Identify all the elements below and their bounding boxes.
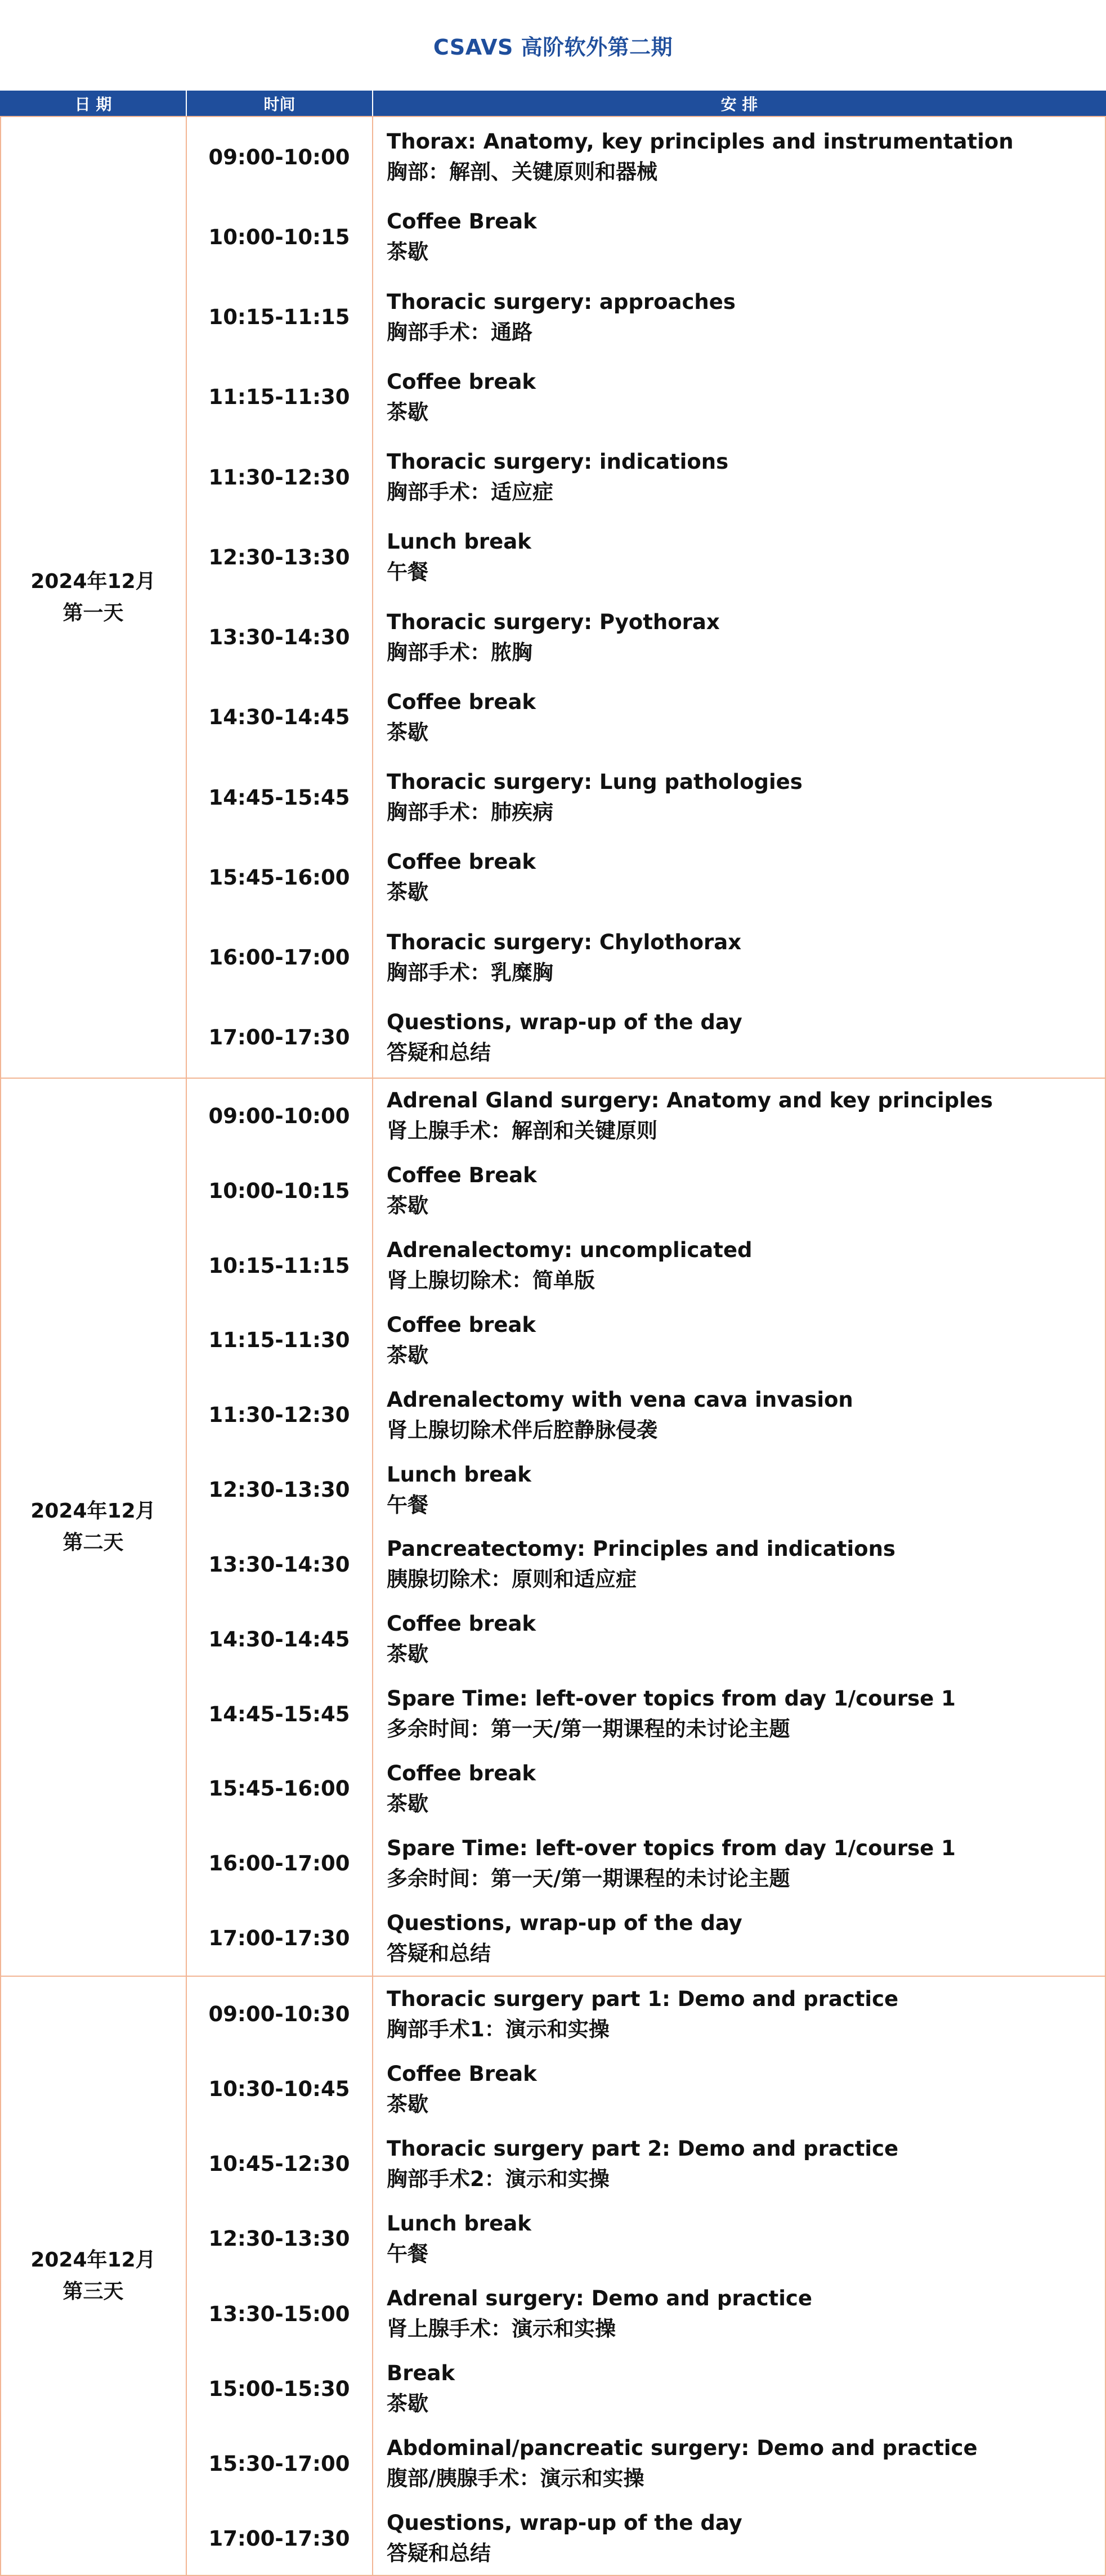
session-time: 11:15-11:30	[208, 385, 350, 410]
session-title-zh: 午餐	[387, 2241, 428, 2266]
session-time: 17:00-17:30	[208, 1926, 350, 1951]
session-title-zh: 茶歇	[387, 1193, 428, 1218]
session-plan	[387, 598, 1096, 677]
session-plan	[387, 1154, 1096, 1228]
session-title-en: Coffee break	[387, 369, 536, 394]
session-time: 15:00-15:30	[208, 2376, 350, 2401]
session-plan	[387, 2426, 1096, 2501]
session-title-zh: 茶歇	[387, 1642, 428, 1667]
session-plan	[387, 197, 1096, 277]
session-title-zh: 茶歇	[387, 1791, 428, 1816]
session-row	[186, 2052, 1105, 2126]
session-title-zh: 胰腺切除术：原则和适应症	[387, 1567, 637, 1592]
day-label	[0, 1977, 186, 2575]
session-title-en: Coffee break	[387, 1312, 536, 1337]
session-title-en: Break	[387, 2361, 455, 2386]
day-label	[0, 117, 186, 1078]
session-plan	[387, 437, 1096, 517]
session-title-zh: 茶歇	[387, 2391, 428, 2416]
session-plan	[387, 2126, 1096, 2201]
session-row	[186, 757, 1105, 837]
session-title-zh: 答疑和总结	[387, 1040, 491, 1065]
session-plan	[387, 1977, 1096, 2052]
session-time: 10:30-10:45	[208, 2077, 350, 2102]
session-title-zh: 肾上腺切除术伴后腔静脉侵袭	[387, 1417, 657, 1442]
session-plan	[387, 2201, 1096, 2276]
session-plan	[387, 837, 1096, 917]
session-title-en: Adrenalectomy: uncomplicated	[387, 1238, 753, 1263]
session-title-en: Coffee Break	[387, 1163, 537, 1188]
session-plan	[387, 1079, 1096, 1154]
header-date: 日 期	[74, 95, 112, 114]
session-title-zh: 胸部手术：通路	[387, 320, 532, 344]
session-title-zh: 胸部手术：肺疾病	[387, 800, 553, 825]
session-title-en: Adrenalectomy with vena cava invasion	[387, 1387, 853, 1412]
session-row	[186, 998, 1105, 1078]
session-plan	[387, 277, 1096, 357]
session-row	[186, 1977, 1105, 2052]
session-title-en: Questions, wrap-up of the day	[387, 1910, 742, 1935]
session-plan	[387, 517, 1096, 597]
session-title-en: Coffee break	[387, 1612, 536, 1636]
session-title-en: Thoracic surgery: Lung pathologies	[387, 770, 803, 795]
session-time: 12:30-13:30	[208, 1478, 350, 1502]
session-title-zh: 胸部手术：脓胸	[387, 640, 532, 665]
session-title-en: Lunch break	[387, 1462, 531, 1487]
session-title-zh: 肾上腺手术：解剖和关键原则	[387, 1119, 657, 1143]
session-title-en: Thoracic surgery: Pyothorax	[387, 609, 720, 634]
day-block	[0, 1976, 1106, 2576]
session-plan	[387, 1452, 1096, 1527]
session-plan	[387, 2277, 1096, 2351]
session-title-en: Spare Time: left-over topics from day 1/course 1	[387, 1686, 956, 1711]
day-date: 2024年12月	[30, 2248, 156, 2272]
session-title-zh: 茶歇	[387, 1343, 428, 1367]
session-title-zh: 茶歇	[387, 240, 428, 264]
session-plan	[387, 1228, 1096, 1303]
session-row	[186, 1079, 1105, 1154]
session-plan	[387, 1377, 1096, 1452]
session-title-zh: 胸部手术2：演示和实操	[387, 2166, 610, 2191]
session-plan	[387, 1527, 1096, 1602]
session-row	[186, 2277, 1105, 2351]
header-time: 时间	[263, 95, 295, 114]
session-title-zh: 胸部手术：适应症	[387, 480, 553, 505]
session-row	[186, 517, 1105, 597]
session-title-zh: 多余时间：第一天/第一期课程的未讨论主题	[387, 1717, 790, 1742]
session-title-en: Thoracic surgery: indications	[387, 450, 729, 474]
session-time: 17:00-17:30	[208, 1025, 350, 1050]
session-time: 12:30-13:30	[208, 2227, 350, 2251]
day-number: 第三天	[62, 2279, 124, 2303]
session-title-zh: 茶歇	[387, 880, 428, 905]
session-time: 14:30-14:45	[208, 705, 350, 730]
session-time: 13:30-15:00	[208, 2301, 350, 2326]
day-block	[0, 116, 1106, 1078]
session-row	[186, 1901, 1105, 1976]
session-row	[186, 1452, 1105, 1527]
session-plan	[387, 1901, 1096, 1976]
session-row	[186, 1826, 1105, 1901]
session-plan	[387, 1677, 1096, 1752]
session-time: 15:45-16:00	[208, 865, 350, 890]
session-title-en: Adrenal Gland surgery: Anatomy and key principles	[387, 1088, 993, 1113]
session-plan	[387, 357, 1096, 437]
session-row	[186, 117, 1105, 197]
session-title-zh: 肾上腺切除术：简单版	[387, 1268, 595, 1293]
session-title-en: Coffee break	[387, 1761, 536, 1785]
session-time: 11:30-12:30	[208, 465, 350, 490]
session-title-zh: 胸部：解剖、关键原则和器械	[387, 160, 657, 185]
day-date: 2024年12月	[30, 1500, 156, 1523]
session-time: 17:00-17:30	[208, 2526, 350, 2551]
session-title-zh: 茶歇	[387, 720, 428, 744]
session-title-en: Thoracic surgery part 1: Demo and practice	[387, 1986, 899, 2011]
session-title-en: Thoracic surgery part 2: Demo and practice	[387, 2136, 899, 2161]
session-row	[186, 677, 1105, 757]
session-title-zh: 答疑和总结	[387, 1941, 491, 1965]
session-title-zh: 午餐	[387, 560, 428, 585]
session-time: 10:45-12:30	[208, 2152, 350, 2176]
session-time: 11:15-11:30	[208, 1328, 350, 1353]
session-plan	[387, 677, 1096, 757]
session-plan	[387, 2501, 1096, 2576]
session-title-en: Pancreatectomy: Principles and indications	[387, 1537, 895, 1561]
session-row	[186, 357, 1105, 437]
session-plan	[387, 1303, 1096, 1378]
session-time: 13:30-14:30	[208, 625, 350, 650]
session-time: 11:30-12:30	[208, 1403, 350, 1428]
session-title-zh: 茶歇	[387, 2092, 428, 2116]
session-plan	[387, 918, 1096, 998]
session-row	[186, 277, 1105, 357]
session-row	[186, 437, 1105, 517]
session-time: 09:00-10:00	[208, 1103, 350, 1128]
session-plan	[387, 117, 1096, 197]
day-block	[0, 1078, 1106, 1976]
page-title: CSAVS 高阶软外第二期	[433, 34, 673, 60]
session-title-en: Coffee Break	[387, 2061, 537, 2086]
session-time: 14:45-15:45	[208, 785, 350, 810]
session-title-en: Questions, wrap-up of the day	[387, 1009, 742, 1034]
session-plan	[387, 2351, 1096, 2426]
session-plan	[387, 1602, 1096, 1677]
session-title-en: Lunch break	[387, 529, 531, 554]
session-row	[186, 1228, 1105, 1303]
session-time: 09:00-10:00	[208, 145, 350, 169]
session-row	[186, 1377, 1105, 1452]
session-plan	[387, 1826, 1096, 1901]
session-time: 10:15-11:15	[208, 305, 350, 330]
session-time: 15:30-17:00	[208, 2451, 350, 2476]
session-title-zh: 胸部手术：乳糜胸	[387, 960, 553, 985]
session-time: 13:30-14:30	[208, 1552, 350, 1577]
session-title-en: Coffee break	[387, 689, 536, 714]
day-date: 2024年12月	[30, 569, 156, 593]
session-title-zh: 胸部手术1：演示和实操	[387, 2017, 610, 2041]
session-time: 16:00-17:00	[208, 945, 350, 970]
session-title-en: Lunch break	[387, 2211, 531, 2236]
session-row	[186, 197, 1105, 277]
session-title-zh: 午餐	[387, 1492, 428, 1517]
session-title-en: Questions, wrap-up of the day	[387, 2511, 742, 2535]
schedule-table	[0, 116, 1106, 2576]
day-number: 第一天	[62, 601, 124, 625]
session-plan	[387, 757, 1096, 837]
session-row	[186, 2201, 1105, 2276]
session-plan	[387, 998, 1096, 1078]
session-time: 10:00-10:15	[208, 225, 350, 249]
session-title-zh: 答疑和总结	[387, 2541, 491, 2566]
session-title-en: Thorax: Anatomy, key principles and instrumentation	[387, 129, 1014, 154]
header-plan: 安 排	[720, 95, 758, 114]
session-row	[186, 918, 1105, 998]
session-title-en: Thoracic surgery: approaches	[387, 289, 736, 314]
session-plan	[387, 1752, 1096, 1826]
session-row	[186, 837, 1105, 917]
session-row	[186, 1154, 1105, 1228]
table-header	[0, 91, 1106, 116]
session-time: 14:30-14:45	[208, 1627, 350, 1651]
session-title-en: Adrenal surgery: Demo and practice	[387, 2286, 812, 2311]
session-title-zh: 多余时间：第一天/第一期课程的未讨论主题	[387, 1866, 790, 1891]
session-title-zh: 茶歇	[387, 400, 428, 424]
session-title-zh: 腹部/胰腺手术：演示和实操	[387, 2466, 644, 2491]
session-row	[186, 2426, 1105, 2501]
session-row	[186, 2126, 1105, 2201]
session-time: 15:45-16:00	[208, 1776, 350, 1801]
session-time: 09:00-10:30	[208, 2002, 350, 2027]
session-time: 14:45-15:45	[208, 1702, 350, 1726]
day-number: 第二天	[62, 1531, 124, 1554]
session-row	[186, 1677, 1105, 1752]
session-row	[186, 1303, 1105, 1378]
session-title-en: Coffee Break	[387, 209, 537, 234]
session-time: 12:30-13:30	[208, 545, 350, 569]
session-time: 10:15-11:15	[208, 1253, 350, 1278]
session-time: 16:00-17:00	[208, 1851, 350, 1876]
session-title-en: Spare Time: left-over topics from day 1/course 1	[387, 1835, 956, 1860]
session-title-zh: 肾上腺手术：演示和实操	[387, 2317, 616, 2341]
session-time: 10:00-10:15	[208, 1178, 350, 1203]
session-row	[186, 2351, 1105, 2426]
day-label	[0, 1079, 186, 1976]
session-row	[186, 598, 1105, 677]
session-row	[186, 2501, 1105, 2576]
session-plan	[387, 2052, 1096, 2126]
session-row	[186, 1527, 1105, 1602]
session-title-en: Thoracic surgery: Chylothorax	[387, 930, 742, 954]
session-row	[186, 1752, 1105, 1826]
session-title-en: Abdominal/pancreatic surgery: Demo and practice	[387, 2436, 978, 2461]
session-title-en: Coffee break	[387, 850, 536, 874]
session-row	[186, 1602, 1105, 1677]
